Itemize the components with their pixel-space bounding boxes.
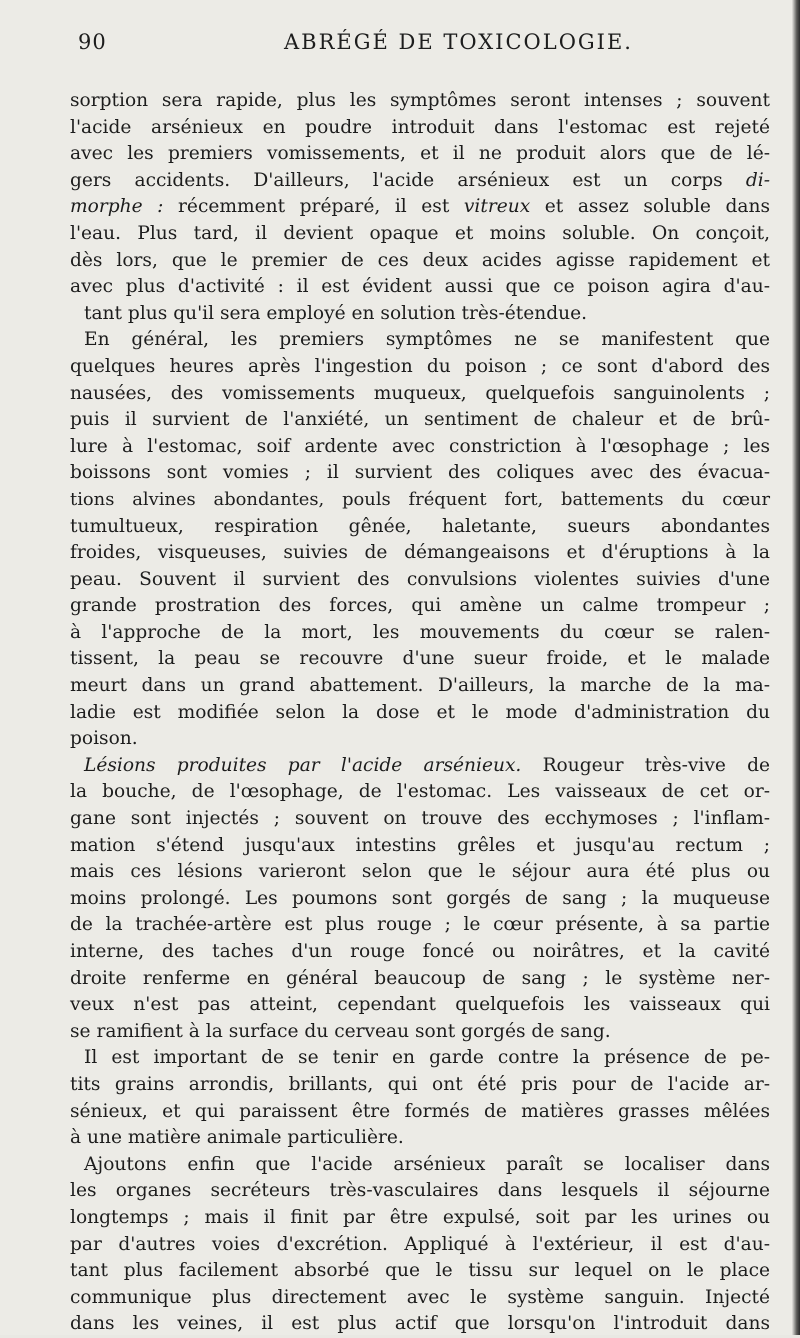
text-line: lure à l'estomac, soif ardente avec constriction à l'œsophage ; les xyxy=(70,435,770,457)
text-line: longtemps ; mais il finit par être expulsé, soit par les urines ou xyxy=(70,1206,770,1228)
text-line: se ramifient à la surface du cerveau sont gorgés de sang. xyxy=(70,1020,611,1042)
text-line xyxy=(70,753,770,780)
italic-term: morphe : xyxy=(70,196,164,218)
text-line: sénieux, et qui paraissent être formés de matières grasses mêlées xyxy=(70,1100,770,1122)
text-line: mais ces lésions varieront selon que le séjour aura été plus ou xyxy=(70,861,770,883)
page-edge-shadow xyxy=(792,0,800,1335)
text-segment: et assez soluble dans xyxy=(544,196,770,218)
text-line xyxy=(70,194,770,221)
text-line: ladie est modifiée selon la dose et le mode d'administration du xyxy=(70,701,770,723)
text-line: moins prolongé. Les poumons sont gorgés de sang ; la muqueuse xyxy=(70,887,770,909)
text-line: tions alvines abondantes, pouls fréquent fort, battements du cœur xyxy=(70,488,770,510)
text-line: l'eau. Plus tard, il devient opaque et moins soluble. On conçoit, xyxy=(70,222,770,244)
text-line: à l'approche de la mort, les mouvements du cœur se ralen- xyxy=(70,621,770,643)
text-line: la bouche, de l'œsophage, de l'estomac. Les vaisseaux de cet or- xyxy=(70,781,770,803)
text-line: tant plus facilement absorbé que le tissu sur lequel on le place xyxy=(70,1260,770,1282)
text-line: tumultueux, respiration gênée, haletante, sueurs abondantes xyxy=(70,515,770,537)
text-line xyxy=(70,168,770,195)
text-line: nausées, des vomissements muqueux, quelquefois sanguinolents ; xyxy=(70,382,770,404)
text-line: à une matière animale particulière. xyxy=(70,1127,404,1149)
text-line: dès lors, que le premier de ces deux acides agisse rapidement et xyxy=(70,249,770,271)
text-line: veux n'est pas atteint, cependant quelquefois les vaisseaux qui xyxy=(70,994,770,1016)
italic-term: vitreux xyxy=(463,196,531,218)
text-line: meurt dans un grand abattement. D'ailleurs, la marche de la ma- xyxy=(70,675,770,697)
section-heading-italic: Lésions produites par l'acide arsénieux. xyxy=(84,754,522,776)
text-line: interne, des taches d'un rouge foncé ou noirâtres, et la cavité xyxy=(70,941,770,962)
running-title: ABRÉGÉ DE TOXICOLOGIE. xyxy=(284,30,633,54)
body-text xyxy=(70,88,770,1338)
text-line: tits grains arrondis, brillants, qui ont été pris pour de l'acide ar- xyxy=(70,1073,770,1095)
text-line: peau. Souvent il survient des convulsions violentes suivies d'une xyxy=(70,568,770,590)
text-line: boissons sont vomies ; il survient des coliques avec des évacua- xyxy=(70,462,770,484)
text-line: les organes secréteurs très-vasculaires dans lesquels il séjourne xyxy=(70,1180,770,1202)
text-line: avec plus d'activité : il est évident aussi que ce poison agira d'au- xyxy=(70,276,770,298)
text-line: Ajoutons enfin que l'acide arsénieux paraît se localiser dans xyxy=(84,1153,770,1175)
text-line: mation s'étend jusqu'aux intestins grêles et jusqu'au rectum ; xyxy=(70,834,770,856)
text-segment: récemment préparé, il est xyxy=(178,196,450,218)
text-line: poison. xyxy=(70,728,138,750)
text-line: gane sont injectés ; souvent on trouve des ecchymoses ; l'inflam- xyxy=(70,808,770,830)
italic-term: di- xyxy=(745,169,770,191)
text-segment: Rougeur très-vive de xyxy=(542,754,770,776)
text-line: tissent, la peau se recouvre d'une sueur froide, et le malade xyxy=(70,648,770,670)
text-line: droite renferme en général beaucoup de sang ; le système ner- xyxy=(70,967,770,989)
text-segment: gers accidents. D'ailleurs, l'acide arsénieux est un corps xyxy=(70,169,723,191)
page-header xyxy=(78,30,768,60)
text-line: l'acide arsénieux en poudre introduit dans l'estomac est rejeté xyxy=(70,116,770,138)
text-line: communique plus directement avec le système sanguin. Injecté xyxy=(70,1286,770,1308)
text-line: dans les veines, il est plus actif que lorsqu'on l'introduit dans xyxy=(70,1313,770,1335)
text-line: grande prostration des forces, qui amène un calme trompeur ; xyxy=(70,595,770,617)
text-line: tant plus qu'il sera employé en solution très-étendue. xyxy=(84,302,587,324)
text-line: sorption sera rapide, plus les symptômes seront intenses ; souvent xyxy=(70,90,770,111)
text-line: avec les premiers vomissements, et il ne produit alors que de lé- xyxy=(70,143,770,165)
text-line: quelques heures après l'ingestion du poison ; ce sont d'abord des xyxy=(70,355,770,377)
text-line: de la trachée-artère est plus rouge ; le cœur présente, à sa partie xyxy=(70,914,770,936)
page-number: 90 xyxy=(78,30,107,54)
text-line: froides, visqueuses, suivies de démangeaisons et d'éruptions à la xyxy=(70,542,770,564)
text-line: En général, les premiers symptômes ne se manifestent que xyxy=(84,329,770,351)
text-line: par d'autres voies d'excrétion. Appliqué à l'extérieur, il est d'au- xyxy=(70,1233,770,1255)
text-line: Il est important de se tenir en garde contre la présence de pe- xyxy=(84,1047,770,1069)
text-line: puis il survient de l'anxiété, un sentiment de chaleur et de brû- xyxy=(70,409,770,431)
